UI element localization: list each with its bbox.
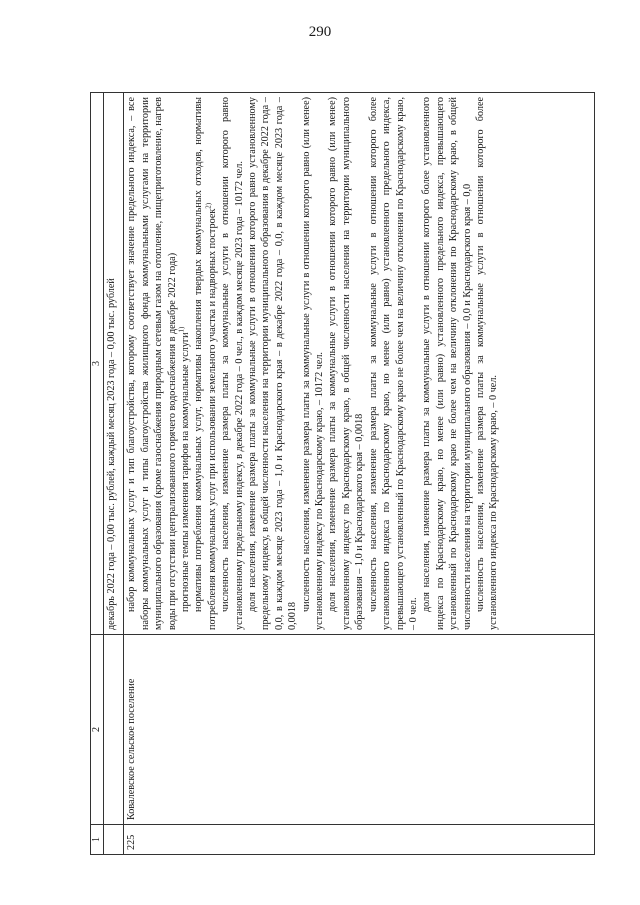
footnote-mark-1: 1): [177, 326, 186, 333]
header-col-1: 1: [91, 825, 104, 855]
continuation-row: [104, 93, 124, 855]
paragraph-share-between: доля населения, изменение размера платы за коммунальные услуги в отношении которого более установленного индекса по Краснодарскому краю, но менее (или равно) установленного предельного индекса, превышающего установленный по Краснодарскому краю не более чем на величину отклонения по Краснодарскому краю, в общей численности населения на территории муниципального образования – 0,0 и Краснодарского края – 0,0: [421, 97, 473, 630]
row-number: 225: [124, 825, 595, 855]
continuation-empty-2: [104, 635, 124, 825]
paragraph-population-between: численность населения, изменение размера платы за коммунальные услуги в отношении которого более установленного индекса по Краснодарскому краю, но менее (или равно) установленного предельного индекса, превышающего установленный по Краснодарскому краю не более чем на величину отклонения по Краснодарскому краю, – 0 чел.: [367, 97, 419, 630]
paragraph-tariff-rates: прогнозные темпы изменения тарифов на коммунальные услуги$^{1)}$: [177, 326, 192, 612]
row-details: [124, 93, 595, 635]
paragraph-share-equal-index: доля населения, изменение размера платы за коммунальные услуги в отношении которого равно установленному предельному индексу, в общей численности населения на территории муниципального образования в декабре 2022 года – 0,0, в каждом месяце 2023 года – 1,0 и Краснодарского края – в декабре 2022 года – 0,0, в каждом месяце 2023 года – 0,0018: [247, 97, 299, 630]
paragraph-population-above-krai: численность населения, изменение размера платы за коммунальные услуги в отношении которого более установленного индекса по Краснодарскому краю, – 0 чел.: [474, 97, 500, 630]
paragraph-services-set: набор коммунальных услуг и тип благоустройства, которому соответствует значение предельного индекса, – все наборы коммунальных услуг и типы благоустройства жилищного фонда коммунальными услугами на территории муниципального образования (кроме газоснабжения природным сетевым газом на отопление, пищеприготовление, нагрев воды при отсутствии централизованного горячего водоснабжения в декабре 2022 года): [126, 97, 178, 630]
paragraph-consumption-norms: нормативы потребления коммунальных услуг, нормативы накопления твердых коммунальных отходов, нормативы потребления коммунальных услуг при использовании земельного участка и надворных построек$^{2)}$: [193, 97, 218, 630]
header-col-2: 2: [91, 635, 104, 825]
settlement-name: Ковалевское сельское поселение: [124, 635, 595, 825]
table-header-row: [91, 93, 104, 855]
page-number: 290: [308, 24, 332, 40]
data-table: [90, 92, 595, 855]
rotated-table-wrapper: [90, 93, 595, 855]
continuation-empty-1: [104, 825, 124, 855]
paragraph-share-le-krai: доля населения, изменение размера платы за коммунальные услуги в отношении которого равно (или менее) установленному индексу по Краснодарскому краю, в общей численности населения на территории муниципального образования – 1,0 и Краснодарского края – 0,0018: [327, 97, 366, 630]
table-row: [124, 93, 595, 855]
paragraph-population-le-krai: численность населения, изменение размера платы за коммунальные услуги в отношении которого равно (или менее) установленному индексу по Краснодарскому краю, – 10172 чел.: [300, 97, 326, 630]
footnote-mark-2: 2): [204, 202, 213, 209]
paragraph-population-equal-index: численность населения, изменение размера платы за коммунальные услуги в отношении которого равно установленному предельному индексу, в декабре 2022 года – 0 чел., в каждом месяце 2023 года – 10172 чел.: [220, 97, 245, 630]
continuation-text: декабрь 2022 года – 0,00 тыс. рублей, каждый месяц 2023 года – 0,00 тыс. рублей: [104, 93, 124, 635]
header-col-3: 3: [91, 93, 104, 635]
